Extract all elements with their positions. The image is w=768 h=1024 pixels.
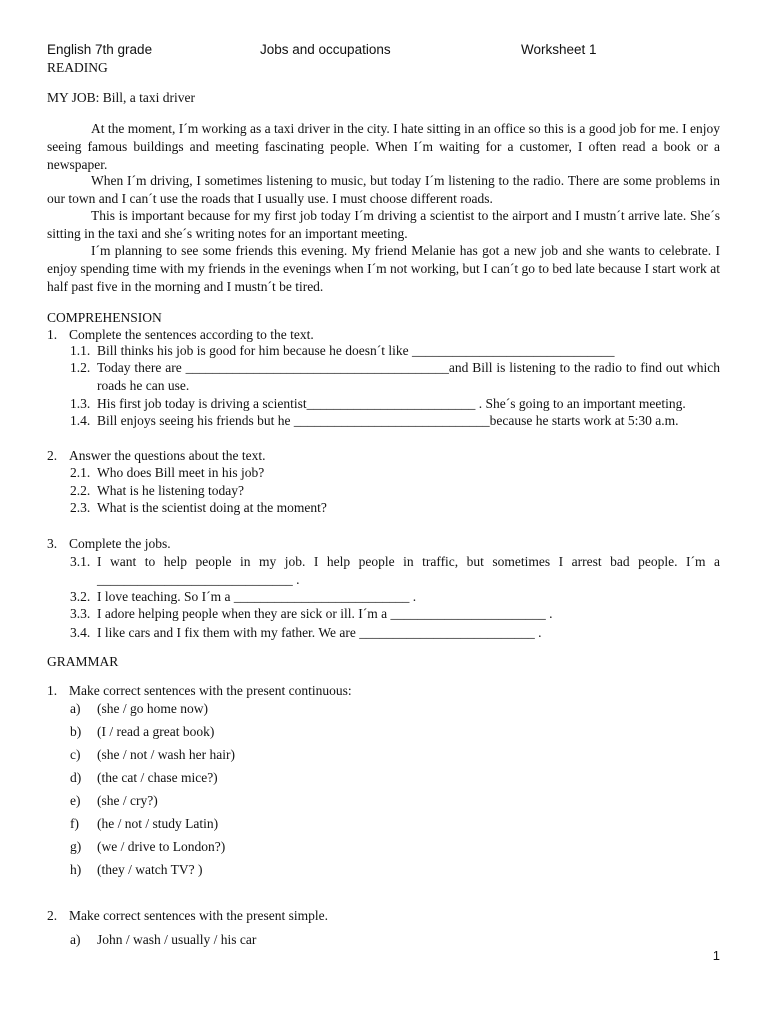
item-text: Who does Bill meet in his job?: [97, 465, 265, 480]
grammar-item-b: [70, 723, 214, 741]
question-number: 3.: [47, 536, 58, 551]
item-text: (she / cry?): [97, 793, 158, 808]
item-number: 3.4.: [70, 625, 91, 640]
comprehension-item-3-1: [70, 553, 720, 589]
item-number: 3.2.: [70, 589, 91, 604]
question-number: 1.: [47, 683, 58, 698]
item-number: 2.3.: [70, 500, 91, 515]
item-text: I like cars and I fix them with my father. We are __________________________ .: [97, 625, 542, 640]
item-number: 3.1.: [70, 554, 91, 569]
grammar-question-1: [47, 682, 352, 700]
comprehension-question-2: [47, 447, 265, 465]
comprehension-item-2-3: [70, 499, 720, 517]
item-text: I love teaching. So I´m a __________________________ .: [97, 589, 417, 604]
item-letter: b): [70, 724, 82, 739]
grammar-item-d: [70, 769, 218, 787]
question-text: Complete the sentences according to the text.: [69, 327, 314, 342]
comprehension-item-3-3: [70, 605, 720, 623]
comprehension-heading: COMPREHENSION: [47, 310, 162, 325]
item-text: I want to help people in my job. I help people in traffic, but sometimes I arrest bad people. I´m a _____________________________ .: [97, 554, 720, 587]
item-text: (we / drive to London?): [97, 839, 226, 854]
item-text: (she / go home now): [97, 701, 208, 716]
grammar-item-2a: [70, 931, 256, 949]
grammar-question-2: [47, 907, 328, 925]
reading-heading: READING: [47, 60, 108, 75]
reading-paragraph-4: I´m planning to see some friends this evening. My friend Melanie has got a new job and she wants to celebrate. I enjoy spending time with my friends in the evenings when I´m not working, but I can´t go to bed late because I start work at half past five in the morning and I mustn´t be tired.: [47, 243, 720, 294]
grammar-item-c: [70, 746, 235, 764]
item-number: 1.2.: [70, 360, 91, 375]
item-number: 1.3.: [70, 396, 91, 411]
item-number: 3.3.: [70, 606, 91, 621]
item-text: (she / not / wash her hair): [97, 747, 235, 762]
item-letter: h): [70, 862, 82, 877]
comprehension-item-3-2: [70, 588, 720, 606]
item-text: I adore helping people when they are sick or ill. I´m a _______________________ .: [97, 606, 553, 621]
question-text: Make correct sentences with the present simple.: [69, 908, 329, 923]
item-letter: f): [70, 816, 79, 831]
comprehension-item-3-4: [70, 624, 720, 642]
question-text: Make correct sentences with the present continuous:: [69, 683, 352, 698]
item-text: What is he listening today?: [97, 483, 244, 498]
reading-title: MY JOB: Bill, a taxi driver: [47, 90, 195, 105]
comprehension-item-2-1: [70, 464, 720, 482]
item-letter: a): [70, 932, 81, 947]
item-text: (they / watch TV? ): [97, 862, 203, 877]
item-text: Bill thinks his job is good for him because he doesn´t like ______________________________: [97, 343, 615, 358]
question-text: Answer the questions about the text.: [69, 448, 266, 463]
item-letter: c): [70, 747, 81, 762]
question-number: 2.: [47, 448, 58, 463]
item-text: What is the scientist doing at the moment?: [97, 500, 327, 515]
comprehension-item-1-4: [70, 412, 720, 430]
reading-paragraph-3: This is important because for my first job today I´m driving a scientist to the airport and I mustn´t arrive late. She´s sitting in the taxi and she´s writing notes for an important meeting.: [47, 208, 720, 241]
grammar-item-h: [70, 861, 202, 879]
item-number: 1.4.: [70, 413, 91, 428]
comprehension-item-1-2: [70, 359, 720, 395]
item-text: John / wash / usually / his car: [97, 932, 257, 947]
item-text: Today there are _______________________________________and Bill is listening to the radio to find out which roads he can use.: [97, 360, 720, 393]
item-text: (I / read a great book): [97, 724, 215, 739]
item-letter: d): [70, 770, 82, 785]
item-letter: e): [70, 793, 81, 808]
comprehension-item-1-1: [70, 342, 720, 360]
grammar-item-f: [70, 815, 218, 833]
item-text: (he / not / study Latin): [97, 816, 219, 831]
reading-paragraph-2: When I´m driving, I sometimes listening to music, but today I´m listening to the radio. There are some problems in our town and I can´t use the roads that I usually use. I must choose different roads.: [47, 173, 720, 206]
page-number: 1: [712, 948, 720, 963]
grammar-item-g: [70, 838, 225, 856]
comprehension-question-3: [47, 535, 171, 553]
item-text: (the cat / chase mice?): [97, 770, 218, 785]
comprehension-item-1-3: [70, 395, 720, 413]
item-text: Bill enjoys seeing his friends but he _____________________________because he starts work at 5:30 a.m.: [97, 413, 679, 428]
grammar-heading: GRAMMAR: [47, 654, 119, 669]
item-letter: a): [70, 701, 81, 716]
item-number: 2.2.: [70, 483, 91, 498]
item-number: 2.1.: [70, 465, 91, 480]
item-number: 1.1.: [70, 343, 91, 358]
question-number: 2.: [47, 908, 58, 923]
header-worksheet: Worksheet 1: [521, 42, 597, 57]
item-text: His first job today is driving a scientist_________________________ . She´s going to an important meeting.: [97, 396, 686, 411]
header-topic: Jobs and occupations: [260, 42, 391, 57]
question-number: 1.: [47, 327, 58, 342]
question-text: Complete the jobs.: [69, 536, 171, 551]
reading-paragraph-1: At the moment, I´m working as a taxi driver in the city. I hate sitting in an office so this is a good job for me. I enjoy seeing famous buildings and meeting fascinating people. When I´m waiting for a customer, I often read a book or a newspaper.: [47, 121, 720, 172]
comprehension-item-2-2: [70, 482, 720, 500]
header-course: English 7th grade: [47, 42, 153, 57]
item-letter: g): [70, 839, 82, 854]
grammar-item-e: [70, 792, 158, 810]
grammar-item-a: [70, 700, 208, 718]
